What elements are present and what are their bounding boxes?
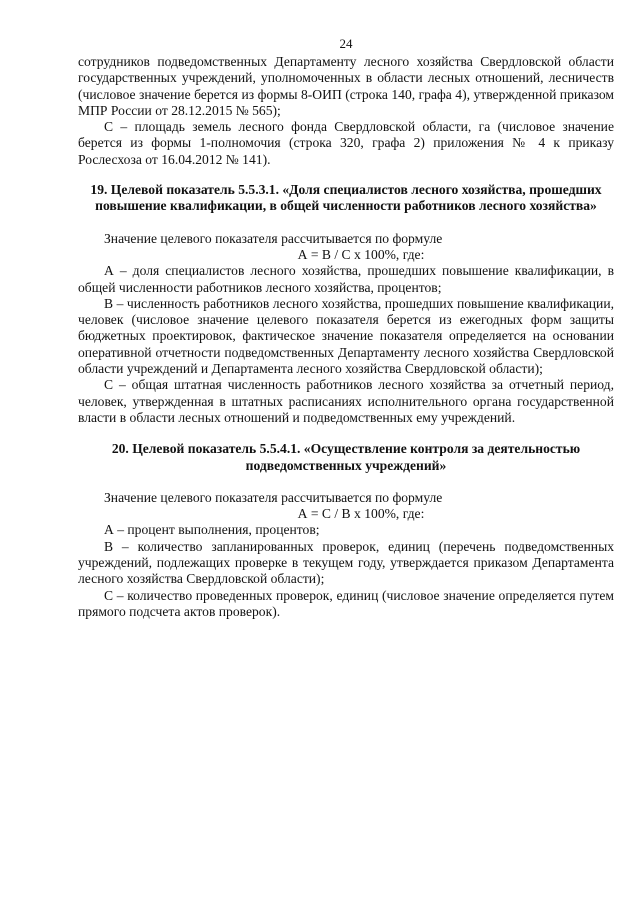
section-20-definition-c: С – количество проведенных проверок, единиц (числовое значение определяется путем прямого подсчета актов проверок). xyxy=(78,587,614,619)
page-number: 24 xyxy=(339,36,353,51)
section-20-intro: Значение целевого показателя рассчитывается по формуле xyxy=(104,489,443,505)
section-19-definition-a: А – доля специалистов лесного хозяйства, прошедших повышение квалификации, в общей численности работников лесного хозяйства, процентов; xyxy=(78,263,614,295)
definition-c-forest-area: С – площадь земель лесного фонда Свердловской области, га (числовое значение берется из формы 1-полномочия (строка 320, графа 2) приложения № 4 к приказу Рослесхоза от 16.04.2012 № 141). xyxy=(78,119,614,167)
section-20-formula: А = С / В х 100%, где: xyxy=(297,506,425,522)
section-19-formula: А = В / С х 100%, где: xyxy=(297,246,425,262)
section-19-heading: 19. Целевой показатель 5.5.3.1. «Доля специалистов лесного хозяйства, прошедших повышение квалификации, в общей численности работников лесного хозяйства» xyxy=(90,182,602,214)
continued-paragraph: сотрудников подведомственных Департаменту лесного хозяйства Свердловской области государственных учреждений, уполномоченных в области лесных отношений, лесничеств (числовое значение берется из формы 8-ОИП (строка 140, графа 4), утвержденной приказом МПР России от 28.12.2015 № 565); xyxy=(78,54,614,118)
section-20-definition-a: А – процент выполнения, процентов; xyxy=(104,522,320,538)
section-19-definition-b: В – численность работников лесного хозяйства, прошедших повышение квалификации, человек (числовое значение целевого показателя берется из ежегодных форм защиты бюджетных проектировок, фактическое значение показателя определяется на основании оперативной отчетности подведомственных Департаменту лесного хозяйства Свердловской области учреждений и Департамента лесного хозяйства Свердловской области); xyxy=(78,295,614,377)
section-20-heading: 20. Целевой показатель 5.5.4.1. «Осуществление контроля за деятельностью подведомственных учреждений» xyxy=(111,441,581,473)
section-20-definition-b: В – количество запланированных проверок, единиц (перечень подведомственных учреждений, подлежащих проверке в текущем году, утверждается приказом Департамента лесного хозяйства Свердловской области); xyxy=(78,538,614,587)
section-19-definition-c: С – общая штатная численность работников лесного хозяйства за отчетный период, человек, утвержденная в штатных расписаниях исполнительного органа государственной власти в области лесных отношений и подведомственных ему учреждений. xyxy=(78,377,614,425)
section-19-intro: Значение целевого показателя рассчитывается по формуле xyxy=(104,230,443,246)
